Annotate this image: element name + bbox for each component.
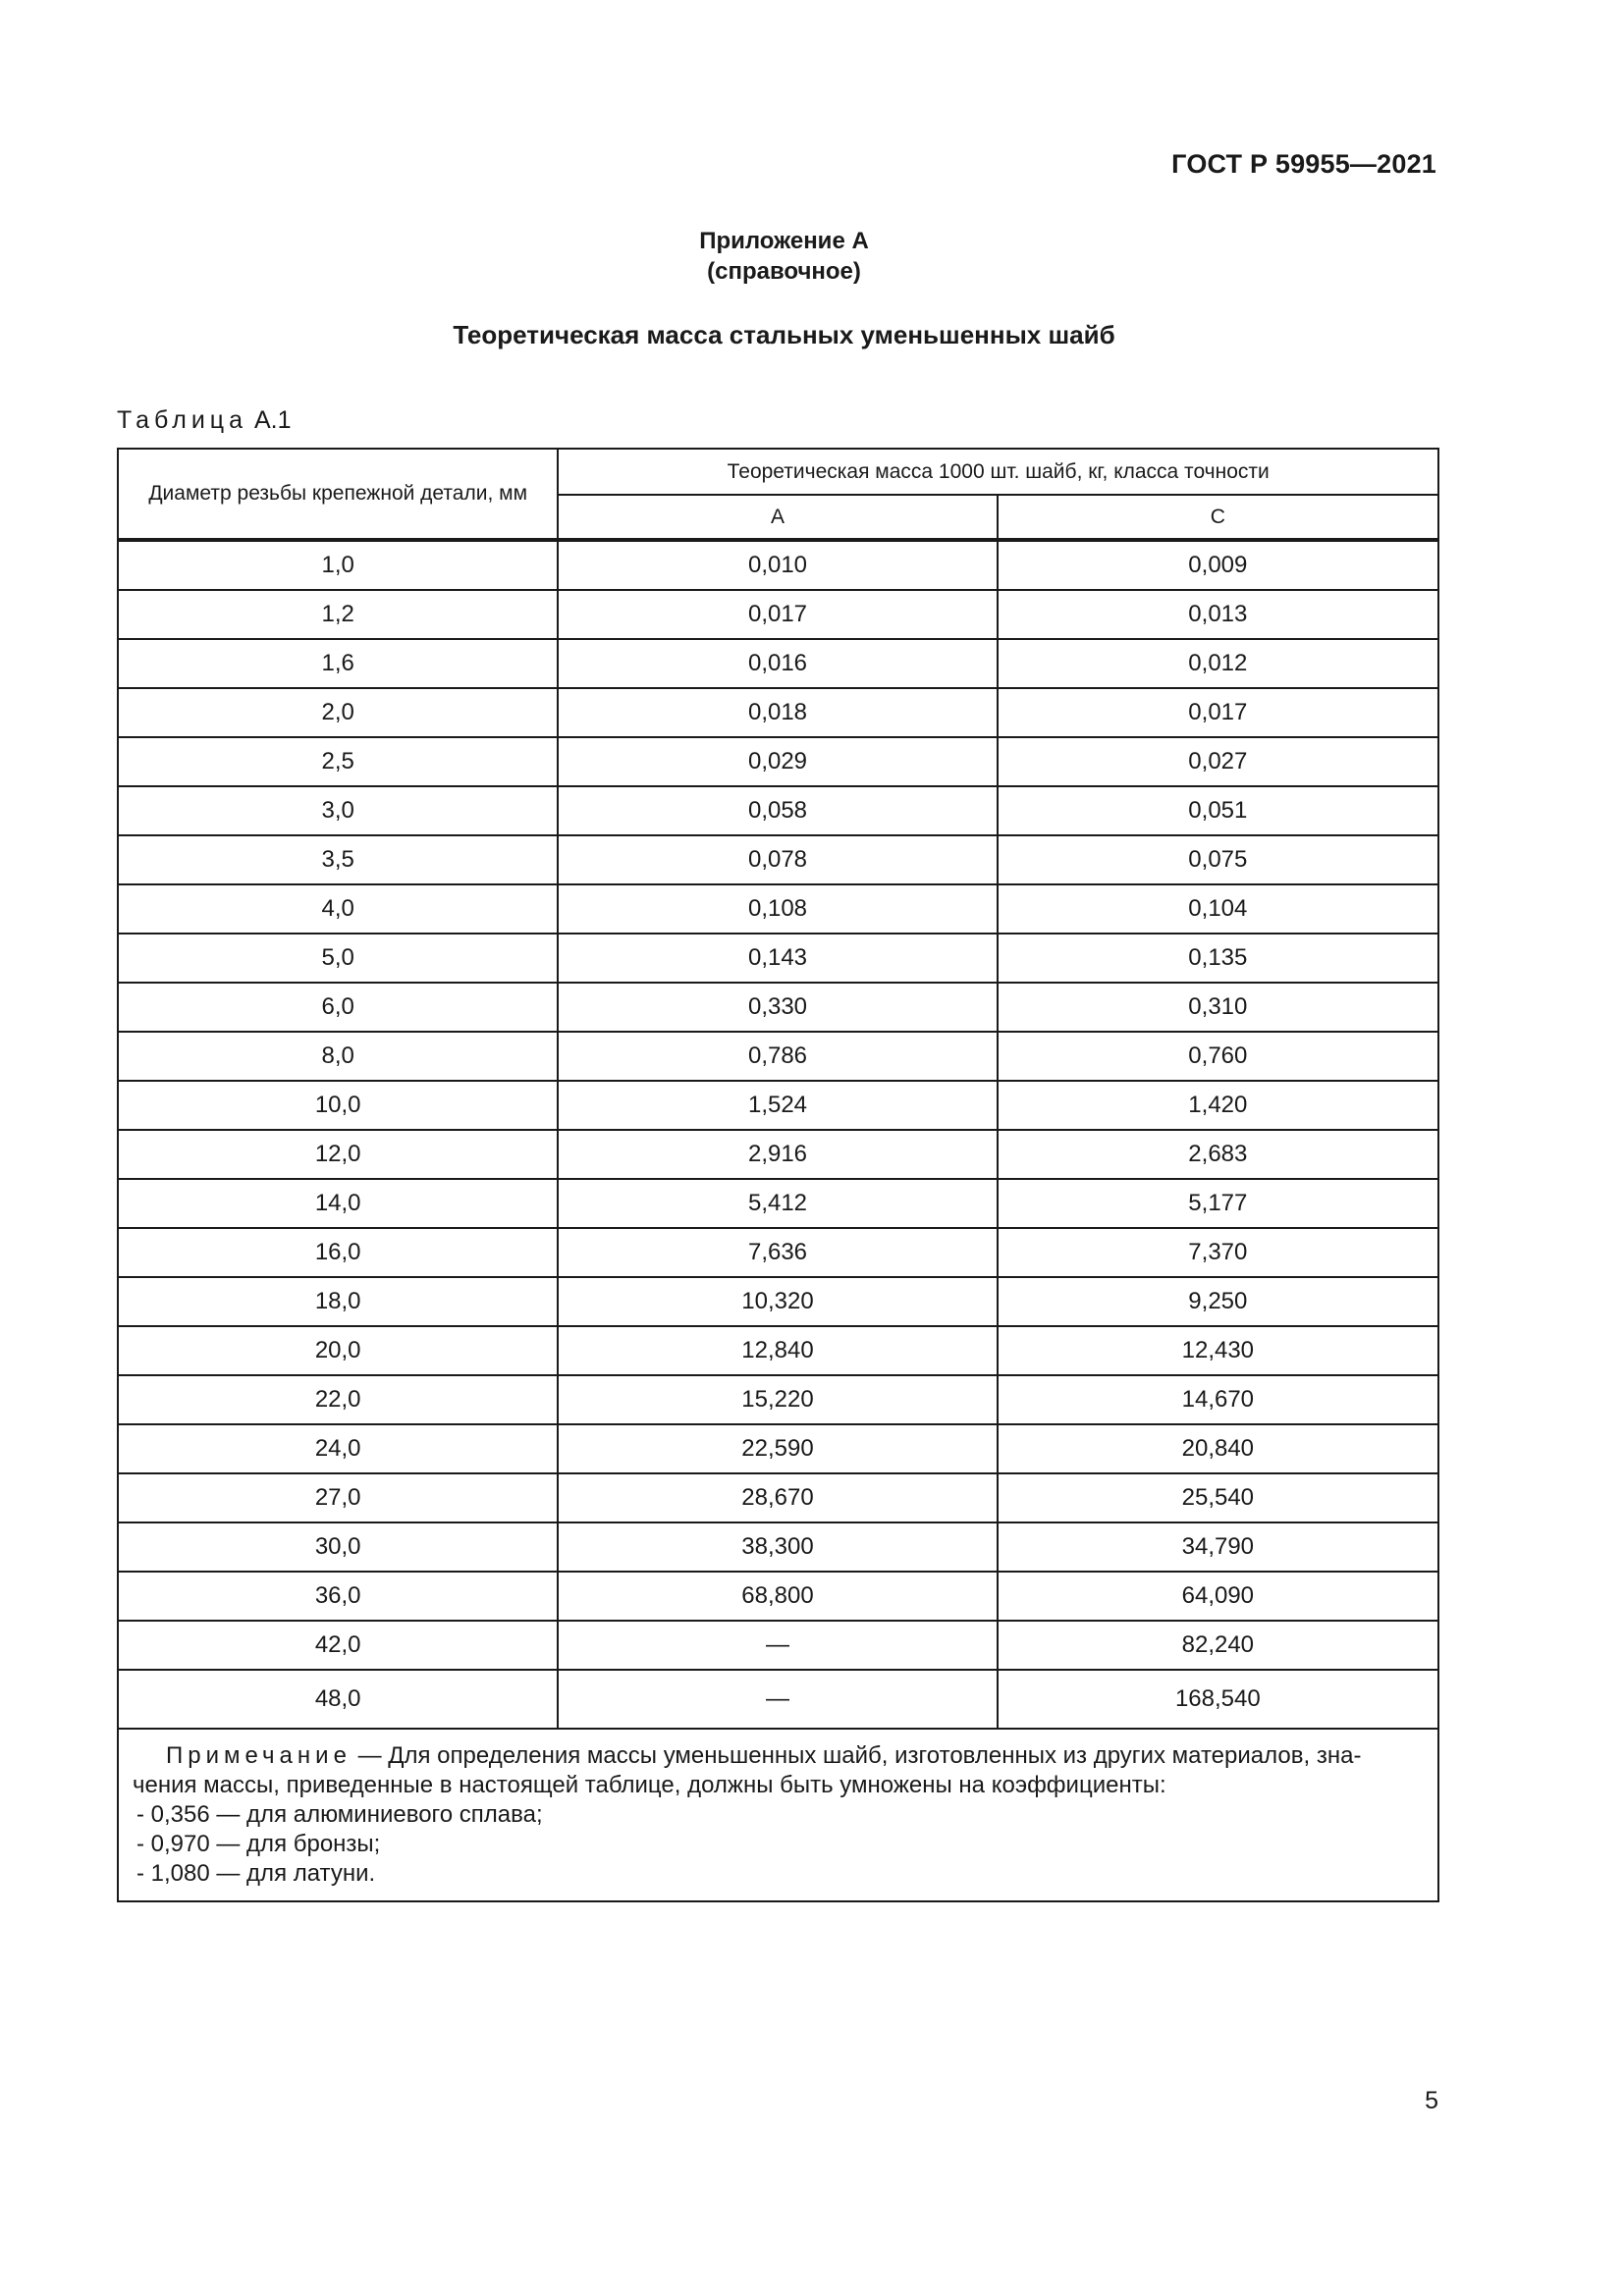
- table-row: [118, 737, 1438, 786]
- table-row: [118, 1572, 1438, 1621]
- cell-mass-class-c: 5,177: [998, 1179, 1438, 1228]
- table-row: [118, 590, 1438, 639]
- cell-diameter: 5,0: [118, 934, 558, 983]
- cell-mass-class-a: 1,524: [558, 1081, 997, 1130]
- cell-mass-class-a: 0,029: [558, 737, 997, 786]
- table-row: [118, 884, 1438, 934]
- cell-mass-class-a: 0,330: [558, 983, 997, 1032]
- appendix-heading: [0, 226, 1568, 287]
- appendix-subtitle: (справочное): [707, 258, 861, 285]
- table-caption-word: Таблица: [117, 406, 248, 434]
- cell-mass-class-a: 0,108: [558, 884, 997, 934]
- table-row: [118, 1621, 1438, 1670]
- cell-mass-class-c: 0,013: [998, 590, 1438, 639]
- cell-mass-class-a: —: [558, 1621, 997, 1670]
- table-row: [118, 1670, 1438, 1729]
- cell-mass-class-a: 5,412: [558, 1179, 997, 1228]
- column-header-mass: Теоретическая масса 1000 шт. шайб, кг, класса точности: [558, 449, 1438, 495]
- cell-mass-class-a: 0,018: [558, 688, 997, 737]
- table-caption: [117, 406, 292, 435]
- cell-mass-class-a: 12,840: [558, 1326, 997, 1375]
- table-body: [118, 540, 1438, 1729]
- cell-diameter: 20,0: [118, 1326, 558, 1375]
- cell-mass-class-a: 0,010: [558, 540, 997, 590]
- note-first-line: [166, 1741, 1424, 1771]
- cell-mass-class-a: 0,078: [558, 835, 997, 884]
- cell-diameter: 24,0: [118, 1424, 558, 1473]
- document-code: ГОСТ Р 59955—2021: [1171, 149, 1436, 179]
- cell-diameter: 16,0: [118, 1228, 558, 1277]
- cell-diameter: 1,0: [118, 540, 558, 590]
- table-row: [118, 540, 1438, 590]
- cell-mass-class-c: 7,370: [998, 1228, 1438, 1277]
- cell-mass-class-a: 22,590: [558, 1424, 997, 1473]
- cell-diameter: 8,0: [118, 1032, 558, 1081]
- cell-mass-class-c: 20,840: [998, 1424, 1438, 1473]
- cell-mass-class-c: 82,240: [998, 1621, 1438, 1670]
- cell-diameter: 14,0: [118, 1179, 558, 1228]
- note-item-brass: - 1,080 — для латуни.: [136, 1860, 376, 1887]
- table-row: [118, 1375, 1438, 1424]
- cell-mass-class-c: 0,027: [998, 737, 1438, 786]
- cell-mass-class-c: 25,540: [998, 1473, 1438, 1522]
- cell-mass-class-a: 0,058: [558, 786, 997, 835]
- cell-diameter: 27,0: [118, 1473, 558, 1522]
- column-header-class-c: С: [998, 495, 1438, 540]
- appendix-title: Приложение А: [699, 228, 869, 254]
- note-item-bronze: - 0,970 — для бронзы;: [136, 1831, 381, 1857]
- cell-diameter: 10,0: [118, 1081, 558, 1130]
- cell-diameter: 2,5: [118, 737, 558, 786]
- column-header-class-a: А: [558, 495, 997, 540]
- cell-diameter: 1,2: [118, 590, 558, 639]
- cell-diameter: 18,0: [118, 1277, 558, 1326]
- section-title: Теоретическая масса стальных уменьшенных шайб: [453, 320, 1115, 349]
- table-row: [118, 1326, 1438, 1375]
- cell-mass-class-c: 1,420: [998, 1081, 1438, 1130]
- cell-mass-class-c: 168,540: [998, 1670, 1438, 1729]
- cell-mass-class-a: 68,800: [558, 1572, 997, 1621]
- cell-mass-class-c: 0,075: [998, 835, 1438, 884]
- cell-mass-class-c: 0,017: [998, 688, 1438, 737]
- cell-mass-class-a: 0,017: [558, 590, 997, 639]
- cell-mass-class-a: 15,220: [558, 1375, 997, 1424]
- table-row: [118, 1424, 1438, 1473]
- cell-diameter: 1,6: [118, 639, 558, 688]
- table-row: [118, 1522, 1438, 1572]
- cell-diameter: 4,0: [118, 884, 558, 934]
- cell-mass-class-c: 0,009: [998, 540, 1438, 590]
- table-row: [118, 786, 1438, 835]
- page-number: 5: [1425, 2087, 1438, 2114]
- cell-mass-class-c: 14,670: [998, 1375, 1438, 1424]
- cell-mass-class-a: 0,143: [558, 934, 997, 983]
- table-row: [118, 1179, 1438, 1228]
- cell-mass-class-c: 2,683: [998, 1130, 1438, 1179]
- note-text-line2: чения массы, приведенные в настоящей таблице, должны быть умножены на коэффициенты:: [133, 1772, 1166, 1798]
- cell-mass-class-c: 0,051: [998, 786, 1438, 835]
- cell-mass-class-a: 0,786: [558, 1032, 997, 1081]
- washer-mass-table: [117, 448, 1439, 1902]
- cell-diameter: 3,0: [118, 786, 558, 835]
- cell-mass-class-a: 28,670: [558, 1473, 997, 1522]
- cell-diameter: 42,0: [118, 1621, 558, 1670]
- cell-mass-class-c: 0,012: [998, 639, 1438, 688]
- cell-mass-class-c: 0,760: [998, 1032, 1438, 1081]
- cell-diameter: 22,0: [118, 1375, 558, 1424]
- cell-mass-class-a: 10,320: [558, 1277, 997, 1326]
- cell-diameter: 2,0: [118, 688, 558, 737]
- table-row: [118, 1277, 1438, 1326]
- table-row: [118, 835, 1438, 884]
- table-row: [118, 639, 1438, 688]
- table-row: [118, 983, 1438, 1032]
- cell-mass-class-c: 34,790: [998, 1522, 1438, 1572]
- cell-mass-class-a: 7,636: [558, 1228, 997, 1277]
- table-row: [118, 1473, 1438, 1522]
- cell-diameter: 12,0: [118, 1130, 558, 1179]
- cell-diameter: 36,0: [118, 1572, 558, 1621]
- table-row: [118, 688, 1438, 737]
- cell-mass-class-c: 0,310: [998, 983, 1438, 1032]
- cell-mass-class-c: 12,430: [998, 1326, 1438, 1375]
- cell-mass-class-a: 0,016: [558, 639, 997, 688]
- note-text-line1: — Для определения массы уменьшенных шайб, изготовленных из других материалов, зна-: [351, 1742, 1362, 1769]
- cell-mass-class-a: 38,300: [558, 1522, 997, 1572]
- cell-mass-class-a: 2,916: [558, 1130, 997, 1179]
- table-row: [118, 1032, 1438, 1081]
- cell-diameter: 48,0: [118, 1670, 558, 1729]
- table-row: [118, 1228, 1438, 1277]
- table-row: [118, 1081, 1438, 1130]
- column-header-diameter: Диаметр резьбы крепежной детали, мм: [118, 449, 558, 540]
- cell-mass-class-c: 64,090: [998, 1572, 1438, 1621]
- table-row: [118, 934, 1438, 983]
- cell-mass-class-c: 0,135: [998, 934, 1438, 983]
- cell-diameter: 30,0: [118, 1522, 558, 1572]
- table-caption-number: А.1: [253, 406, 292, 434]
- cell-diameter: 6,0: [118, 983, 558, 1032]
- table-note: [118, 1729, 1438, 1901]
- note-item-aluminium: - 0,356 — для алюминиевого сплава;: [136, 1801, 543, 1828]
- cell-mass-class-c: 0,104: [998, 884, 1438, 934]
- table-row: [118, 1130, 1438, 1179]
- cell-mass-class-a: —: [558, 1670, 997, 1729]
- cell-diameter: 3,5: [118, 835, 558, 884]
- note-label: Примечание: [166, 1742, 352, 1769]
- cell-mass-class-c: 9,250: [998, 1277, 1438, 1326]
